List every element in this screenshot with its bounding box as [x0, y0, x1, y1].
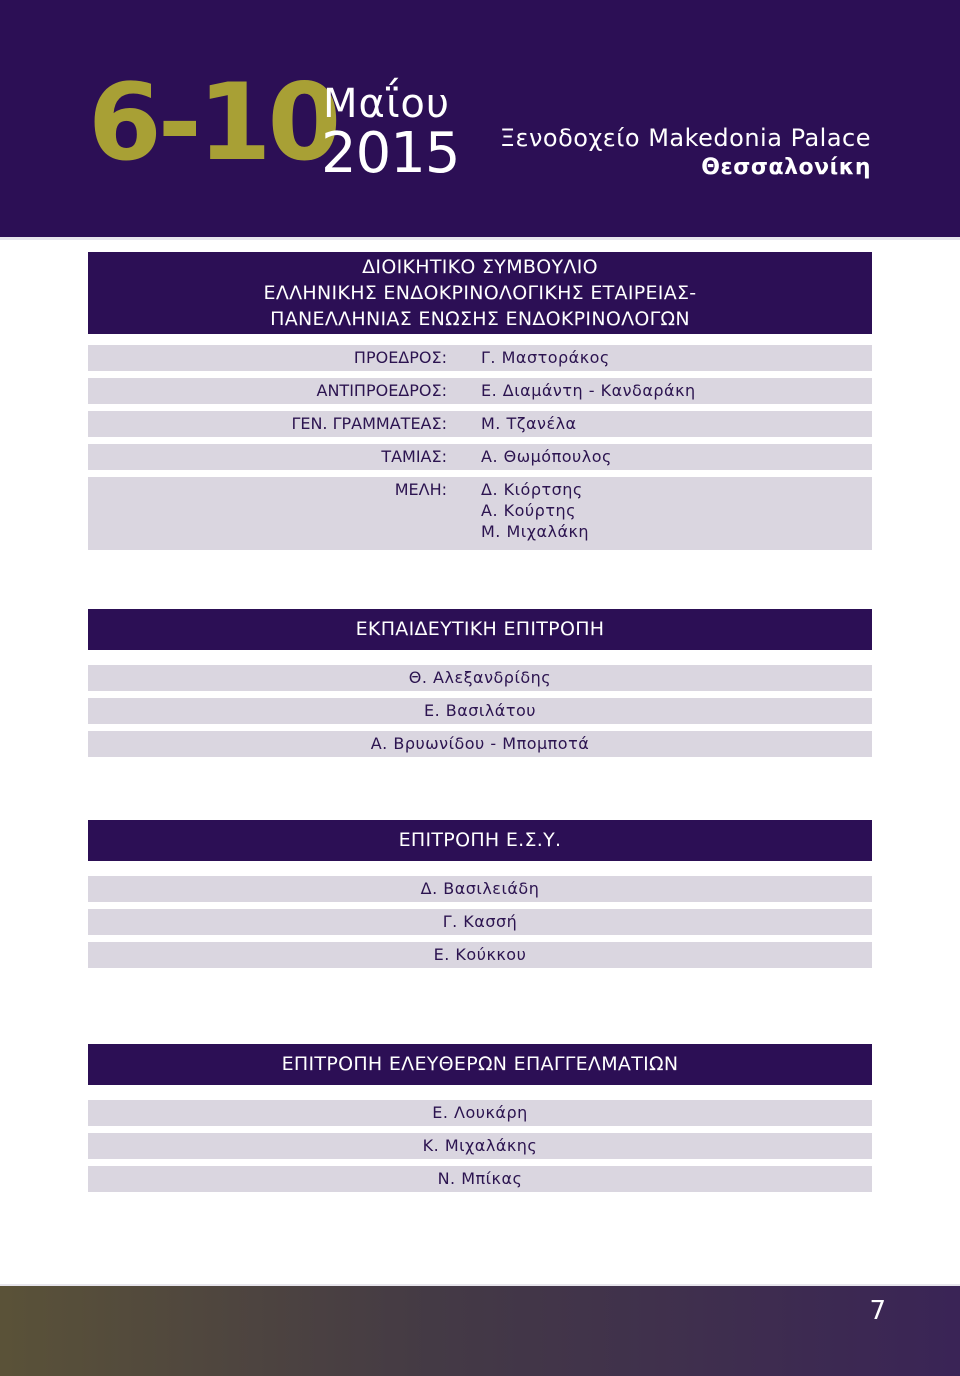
- freelance-title: ΕΠΙΤΡΟΠΗ ΕΛΕΥΘΕΡΩΝ ΕΠΑΓΓΕΛΜΑΤΙΩΝ: [281, 1053, 679, 1075]
- esy-member-row: Ε. Κούκκου: [88, 942, 872, 968]
- page-number: 7: [869, 1296, 886, 1326]
- board-title-line: ΕΛΛΗΝΙΚΗΣ ΕΝΔΟΚΡΙΝΟΛΟΓΙΚΗΣ ΕΤΑΙΡΕΙΑΣ-: [263, 282, 697, 304]
- esy-title: ΕΠΙΤΡΟΠΗ Ε.Σ.Υ.: [398, 829, 562, 851]
- role-label: ΠΡΟΕΔΡΟΣ:: [353, 348, 447, 367]
- role-label: ΑΝΤΙΠΡΟΕΔΡΟΣ:: [316, 381, 447, 400]
- board-title-line: ΠΑΝΕΛΛΗΝΙΑΣ ΕΝΩΣΗΣ ΕΝΔΟΚΡΙΝΟΛΟΓΩΝ: [270, 308, 690, 330]
- role-label: ΤΑΜΙΑΣ:: [381, 447, 447, 466]
- freelance-member-row: Ε. Λουκάρη: [88, 1100, 872, 1126]
- event-date-range: 6-10: [88, 61, 338, 184]
- board-row-president: [88, 345, 872, 371]
- member-name: Δ. Κιόρτσης: [481, 480, 583, 499]
- education-member-row: Θ. Αλεξανδρίδης: [88, 665, 872, 691]
- member-name: Ε. Διαμάντη - Κανδαράκη: [481, 381, 696, 400]
- member-name: Μ. Μιχαλάκη: [481, 522, 590, 541]
- freelance-member-row: Κ. Μιχαλάκης: [88, 1133, 872, 1159]
- role-label: ΜΕΛΗ:: [394, 480, 447, 499]
- board-row-vice-president: [88, 378, 872, 404]
- board-row-members: [88, 477, 872, 550]
- board-row-treasurer: [88, 444, 872, 470]
- esy-member-row: Δ. Βασιλειάδη: [88, 876, 872, 902]
- event-venue: Ξενοδοχείο Makedonia Palace: [499, 124, 871, 152]
- event-month: Μαΐου: [323, 81, 451, 127]
- member-name: Α. Θωμόπουλος: [481, 447, 612, 466]
- event-year: 2015: [321, 121, 460, 186]
- role-label: ΓΕΝ. ΓΡΑΜΜΑΤΕΑΣ:: [291, 414, 447, 433]
- esy-member-row: Γ. Κασσή: [88, 909, 872, 935]
- footer-bar: [0, 1286, 960, 1376]
- education-member-row: Ε. Βασιλάτου: [88, 698, 872, 724]
- header-separator: [0, 237, 960, 240]
- board-section-header: [88, 252, 872, 334]
- esy-section-header: [88, 820, 872, 861]
- member-name: Μ. Τζανέλα: [481, 414, 577, 433]
- member-list: [481, 477, 589, 540]
- freelance-section-header: [88, 1044, 872, 1085]
- event-city: Θεσσαλονίκη: [701, 155, 871, 180]
- freelance-member-row: Ν. Μπίκας: [88, 1166, 872, 1192]
- board-title-line: ΔΙΟΙΚΗΤΙΚΟ ΣΥΜΒΟΥΛΙΟ: [362, 256, 598, 278]
- member-name: Γ. Μαστοράκος: [481, 348, 610, 367]
- education-section-header: [88, 609, 872, 650]
- education-member-row: Α. Βρυωνίδου - Μπομποτά: [88, 731, 872, 757]
- education-title: ΕΚΠΑΙΔΕΥΤΙΚΗ ΕΠΙΤΡΟΠΗ: [355, 618, 605, 640]
- member-name: Α. Κούρτης: [481, 501, 576, 520]
- board-row-secretary: [88, 411, 872, 437]
